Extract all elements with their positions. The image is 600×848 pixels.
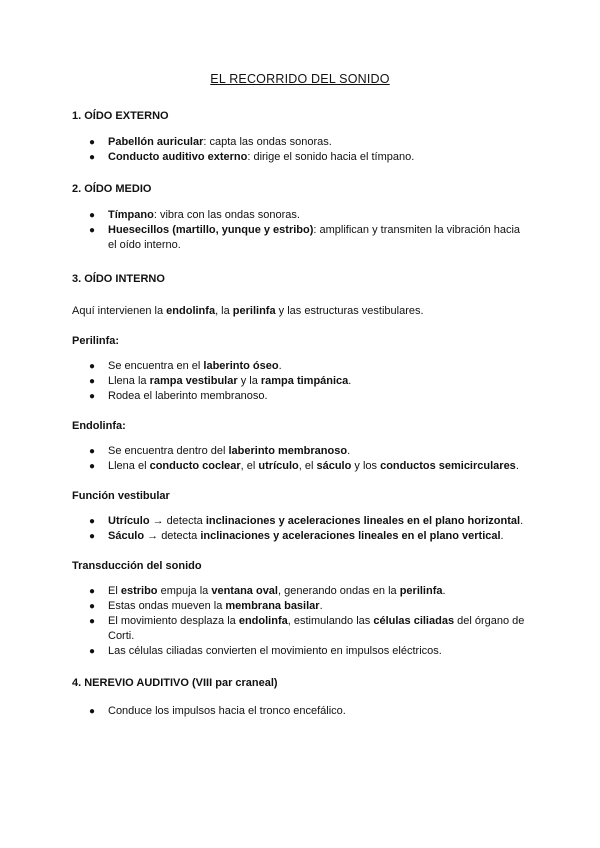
text-run: Se encuentra en el xyxy=(108,360,204,372)
bold-text: perilinfa xyxy=(399,585,443,597)
list-item xyxy=(0,514,528,529)
bold-text: sáculo xyxy=(316,460,352,472)
document-title: EL RECORRIDO DEL SONIDO xyxy=(210,72,390,86)
bullet-icon: ● xyxy=(89,225,96,236)
bold-text: estribo xyxy=(120,585,158,597)
text-run: empuja la xyxy=(157,585,212,597)
text-run: y la xyxy=(237,375,261,387)
text-run: El xyxy=(108,585,121,597)
bullet-icon: ● xyxy=(89,531,96,542)
bullet-icon: ● xyxy=(89,137,96,148)
section-heading-nervio-auditivo: 4. NEREVIO AUDITIVO (VIII par craneal) xyxy=(72,677,278,689)
section-heading-oido-externo: 1. OÍDO EXTERNO xyxy=(72,110,169,122)
bold-text: Pabellón auricular xyxy=(108,136,204,148)
bullet-icon: ● xyxy=(89,461,96,472)
text-run: . xyxy=(500,530,504,542)
list-item xyxy=(0,584,528,599)
subheading-transduccion: Transducción del sonido xyxy=(72,560,202,572)
list-item xyxy=(0,150,528,165)
oido-interno-intro xyxy=(72,305,424,317)
oido-medio-list xyxy=(0,208,528,253)
list-item xyxy=(0,444,528,459)
bold-text: conductos semicirculares xyxy=(380,460,516,472)
bold-text: Huesecillos (martillo, yunque y estribo) xyxy=(108,224,314,236)
text-run: . xyxy=(347,445,351,457)
bullet-icon: ● xyxy=(89,361,96,372)
bold-text: inclinaciones y aceleraciones lineales en el plano vertical xyxy=(200,530,501,542)
bold-text: Tímpano xyxy=(108,209,154,221)
text-run: . xyxy=(442,585,446,597)
bold-text: células ciliadas xyxy=(373,615,455,627)
bullet-icon: ● xyxy=(89,616,96,627)
text-run: → detecta xyxy=(149,515,206,527)
bullet-icon: ● xyxy=(89,391,96,402)
bullet-icon: ● xyxy=(89,646,96,657)
bullet-icon: ● xyxy=(89,446,96,457)
text-run: y los xyxy=(351,460,381,472)
text-run: y las estructuras vestibulares. xyxy=(275,305,424,317)
text-run: . xyxy=(278,360,282,372)
bold-text: utrículo xyxy=(258,460,299,472)
text-run: Las células ciliadas convierten el movimiento en impulsos eléctricos. xyxy=(108,645,442,657)
bold-text: endolinfa xyxy=(238,615,288,627)
text-run: . xyxy=(319,600,323,612)
list-item xyxy=(0,529,528,544)
bold-text: laberinto membranoso xyxy=(228,445,348,457)
text-run: : vibra con las ondas sonoras. xyxy=(153,209,300,221)
nervio-auditivo-list xyxy=(0,704,528,719)
funcion-vestibular-list xyxy=(0,514,528,544)
list-item xyxy=(0,704,528,719)
text-run: : capta las ondas sonoras. xyxy=(203,136,332,148)
list-item xyxy=(0,374,528,389)
transduccion-list xyxy=(0,584,528,659)
bullet-icon: ● xyxy=(89,376,96,387)
list-item xyxy=(0,644,528,659)
list-item xyxy=(0,599,528,614)
perilinfa-list xyxy=(0,359,528,404)
bold-text: ventana oval xyxy=(211,585,278,597)
section-heading-oido-medio: 2. OÍDO MEDIO xyxy=(72,183,152,195)
text-run: , estimulando las xyxy=(287,615,374,627)
bullet-icon: ● xyxy=(89,601,96,612)
bold-text: laberinto óseo xyxy=(203,360,279,372)
list-item xyxy=(0,223,528,253)
text-run: Llena el xyxy=(108,460,150,472)
text-run: Estas ondas mueven la xyxy=(108,600,226,612)
text-run: . xyxy=(348,375,352,387)
bold-text: Utrículo xyxy=(108,515,150,527)
list-item xyxy=(0,614,528,644)
list-item xyxy=(0,359,528,374)
bold-text: endolinfa xyxy=(166,305,216,317)
text-run: El movimiento desplaza la xyxy=(108,615,239,627)
text-run: . xyxy=(520,515,524,527)
text-run: Se encuentra dentro del xyxy=(108,445,229,457)
text-run: Aquí intervienen la xyxy=(72,305,167,317)
subheading-perilinfa: Perilinfa: xyxy=(72,335,120,347)
bullet-icon: ● xyxy=(89,706,96,717)
section-heading-oido-interno: 3. OÍDO INTERNO xyxy=(72,273,165,285)
subheading-endolinfa: Endolinfa: xyxy=(72,420,126,432)
bold-text: Sáculo xyxy=(108,530,145,542)
text-run: , la xyxy=(215,305,233,317)
list-item xyxy=(0,208,528,223)
bold-text: Conducto auditivo externo xyxy=(108,151,248,163)
bullet-icon: ● xyxy=(89,210,96,221)
list-item xyxy=(0,389,528,404)
text-run: : dirige el sonido hacia el tímpano. xyxy=(247,151,415,163)
bold-text: rampa timpánica xyxy=(260,375,349,387)
bullet-icon: ● xyxy=(89,516,96,527)
endolinfa-list xyxy=(0,444,528,474)
text-run: , el xyxy=(298,460,317,472)
list-item xyxy=(0,459,528,474)
bullet-icon: ● xyxy=(89,586,96,597)
text-run: , generando ondas en la xyxy=(277,585,400,597)
oido-externo-list xyxy=(0,135,528,165)
text-run: , el xyxy=(240,460,259,472)
text-run: . xyxy=(515,460,519,472)
bold-text: membrana basilar xyxy=(225,600,320,612)
subheading-funcion-vestibular: Función vestibular xyxy=(72,490,170,502)
text-run: Llena la xyxy=(108,375,150,387)
bold-text: rampa vestibular xyxy=(149,375,238,387)
bullet-icon: ● xyxy=(89,152,96,163)
text-run: Rodea el laberinto membranoso. xyxy=(108,390,268,402)
bold-text: perilinfa xyxy=(232,305,276,317)
text-run: : amplifican y transmiten la vibración hacia el oído interno. xyxy=(108,224,521,251)
text-run: del órgano de Corti. xyxy=(108,615,525,642)
bold-text: inclinaciones y aceleraciones lineales en el plano horizontal xyxy=(205,515,521,527)
list-item xyxy=(0,135,528,150)
text-run: Conduce los impulsos hacia el tronco encefálico. xyxy=(108,705,346,717)
text-run: → detecta xyxy=(144,530,201,542)
bold-text: conducto coclear xyxy=(149,460,241,472)
